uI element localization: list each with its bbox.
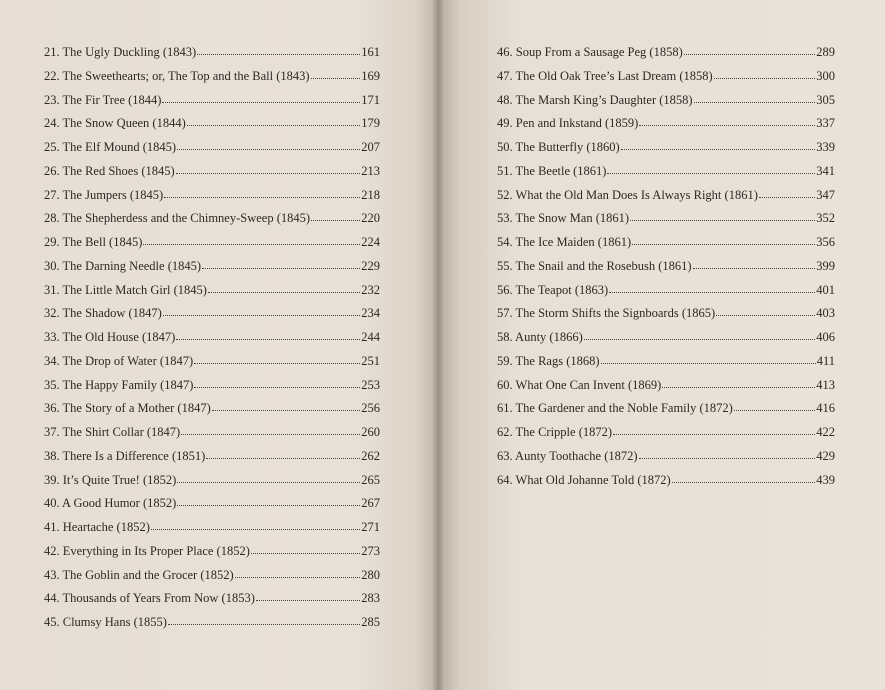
toc-entry-title: 63. Aunty Toothache (1872) [497, 448, 638, 463]
toc-entry-page-number: 285 [361, 615, 380, 629]
toc-entry-title: 31. The Little Match Girl (1845) [44, 282, 207, 297]
dot-leader [311, 68, 361, 79]
dot-leader [311, 210, 360, 221]
toc-entry [44, 282, 380, 306]
toc-entry [497, 234, 835, 258]
toc-entry-title: 56. The Teapot (1863) [497, 282, 609, 297]
toc-entry-title: 61. The Gardener and the Noble Family (1872) [497, 401, 733, 416]
toc-entry-page-number: 280 [361, 567, 380, 582]
dot-leader [621, 139, 816, 150]
toc-entry-title: 60. What One Can Invent (1869) [497, 377, 662, 392]
dot-leader [176, 163, 361, 174]
toc-entry-page-number: 283 [361, 591, 380, 606]
toc-entry-title: 55. The Snail and the Rosebush (1861) [497, 258, 692, 273]
toc-entry-page-number: 305 [816, 92, 835, 107]
dot-leader [143, 234, 360, 245]
toc-entry [44, 115, 380, 139]
toc-entry [44, 448, 380, 472]
left-page [0, 0, 438, 690]
dot-leader [759, 187, 815, 198]
toc-entry-title: 24. The Snow Queen (1844) [44, 116, 186, 131]
toc-entry-page-number: 232 [361, 282, 380, 297]
toc-entry-page-number: 262 [361, 448, 380, 463]
toc-entry-title: 30. The Darning Needle (1845) [44, 258, 202, 273]
toc-entry-title: 50. The Butterfly (1860) [497, 140, 620, 154]
toc-list-right [497, 44, 835, 495]
toc-entry-page-number: 256 [361, 401, 380, 416]
toc-entry-page-number: 399 [816, 258, 835, 273]
toc-entry [44, 495, 380, 519]
toc-entry-title: 59. The Rags (1868) [497, 353, 600, 368]
toc-entry [44, 234, 380, 258]
dot-leader [734, 400, 815, 411]
dot-leader [609, 282, 815, 293]
toc-entry-page-number: 251 [361, 353, 380, 368]
toc-entry-page-number: 416 [816, 401, 835, 416]
toc-entry-title: 51. The Beetle (1861) [497, 163, 607, 178]
toc-entry-title: 47. The Old Oak Tree’s Last Dream (1858) [497, 68, 713, 83]
toc-entry [44, 329, 380, 353]
toc-entry-title: 45. Clumsy Hans (1855) [44, 615, 167, 629]
toc-entry [497, 377, 835, 401]
toc-entry-page-number: 429 [816, 448, 835, 463]
dot-leader [639, 115, 815, 126]
toc-entry [497, 68, 835, 92]
dot-leader [197, 44, 360, 55]
toc-entry [497, 92, 835, 116]
toc-entry [44, 187, 380, 211]
toc-entry-page-number: 244 [361, 330, 380, 344]
toc-entry-page-number: 220 [361, 211, 380, 226]
toc-entry-title: 53. The Snow Man (1861) [497, 211, 630, 226]
dot-leader [714, 68, 816, 79]
toc-entry-title: 33. The Old House (1847) [44, 330, 176, 344]
toc-entry-title: 43. The Goblin and the Grocer (1852) [44, 567, 234, 582]
toc-entry-page-number: 169 [361, 68, 380, 83]
toc-entry-page-number: 356 [816, 235, 835, 249]
toc-entry-title: 40. A Good Humor (1852) [44, 496, 177, 511]
toc-entry-title: 41. Heartache (1852) [44, 520, 150, 534]
dot-leader [162, 92, 360, 103]
toc-entry [44, 472, 380, 496]
dot-leader [163, 305, 360, 316]
toc-entry [497, 258, 835, 282]
toc-entry [44, 163, 380, 187]
toc-entry [497, 353, 835, 377]
toc-entry-title: 38. There Is a Difference (1851) [44, 448, 206, 463]
dot-leader [672, 472, 816, 483]
dot-leader [194, 353, 360, 364]
dot-leader [177, 472, 360, 483]
toc-entry-page-number: 403 [816, 306, 835, 321]
toc-entry [44, 44, 380, 68]
dot-leader [662, 377, 815, 388]
toc-entry [44, 258, 380, 282]
toc-entry-title: 39. It’s Quite True! (1852) [44, 472, 177, 487]
dot-leader [256, 590, 360, 601]
toc-entry-page-number: 347 [816, 187, 835, 202]
toc-entry-page-number: 289 [816, 45, 835, 59]
dot-leader [181, 424, 360, 435]
dot-leader [235, 567, 361, 578]
toc-entry [44, 139, 380, 163]
dot-leader [177, 139, 360, 150]
toc-entry-title: 26. The Red Shoes (1845) [44, 163, 175, 178]
toc-entry [44, 353, 380, 377]
toc-entry [44, 614, 380, 638]
toc-entry-page-number: 260 [361, 425, 380, 439]
dot-leader [632, 234, 815, 245]
dot-leader [639, 448, 816, 459]
toc-entry-title: 21. The Ugly Duckling (1843) [44, 45, 197, 59]
toc-list-left [44, 44, 380, 638]
toc-entry [497, 305, 835, 329]
toc-entry-page-number: 265 [361, 472, 380, 487]
toc-entry [497, 115, 835, 139]
toc-entry [44, 305, 380, 329]
dot-leader [208, 282, 360, 293]
dot-leader [607, 163, 815, 174]
dot-leader [194, 377, 360, 388]
toc-entry-page-number: 229 [361, 258, 380, 273]
toc-entry-title: 25. The Elf Mound (1845) [44, 140, 177, 154]
dot-leader [694, 92, 816, 103]
toc-entry-page-number: 401 [816, 282, 835, 297]
toc-entry [44, 400, 380, 424]
toc-entry [44, 424, 380, 448]
toc-entry-title: 29. The Bell (1845) [44, 235, 143, 249]
toc-entry-title: 23. The Fir Tree (1844) [44, 92, 162, 107]
toc-entry [44, 68, 380, 92]
toc-entry-title: 36. The Story of a Mother (1847) [44, 401, 211, 416]
toc-entry-title: 32. The Shadow (1847) [44, 306, 162, 321]
toc-entry [497, 210, 835, 234]
toc-entry-page-number: 406 [816, 330, 835, 344]
dot-leader [630, 210, 815, 221]
toc-entry [497, 282, 835, 306]
toc-entry-page-number: 341 [816, 163, 835, 178]
dot-leader [584, 329, 815, 340]
toc-entry-page-number: 271 [361, 520, 380, 534]
dot-leader [206, 448, 360, 459]
toc-entry-page-number: 234 [361, 306, 380, 321]
toc-entry-page-number: 352 [816, 211, 835, 226]
dot-leader [168, 614, 360, 625]
dot-leader [613, 424, 815, 435]
right-page [438, 0, 885, 690]
toc-entry [44, 590, 380, 614]
toc-entry-title: 54. The Ice Maiden (1861) [497, 235, 632, 249]
toc-entry-title: 28. The Shepherdess and the Chimney-Sweep (1845) [44, 211, 311, 226]
toc-entry [497, 424, 835, 448]
toc-entry-title: 62. The Cripple (1872) [497, 425, 613, 439]
toc-entry [497, 163, 835, 187]
toc-entry-page-number: 337 [816, 116, 835, 131]
toc-entry-page-number: 339 [816, 140, 835, 154]
toc-entry-page-number: 218 [361, 187, 380, 202]
toc-entry-page-number: 300 [816, 68, 835, 83]
toc-entry [44, 543, 380, 567]
toc-entry-title: 37. The Shirt Collar (1847) [44, 425, 181, 439]
dot-leader [202, 258, 360, 269]
dot-leader [684, 44, 816, 55]
dot-leader [251, 543, 360, 554]
toc-entry-page-number: 439 [816, 472, 835, 487]
toc-entry-page-number: 224 [361, 235, 380, 249]
toc-entry-title: 64. What Old Johanne Told (1872) [497, 472, 671, 487]
toc-entry [44, 377, 380, 401]
dot-leader [716, 305, 815, 316]
toc-entry-page-number: 207 [361, 140, 380, 154]
toc-entry-page-number: 171 [361, 92, 380, 107]
toc-entry-title: 27. The Jumpers (1845) [44, 187, 164, 202]
toc-entry-page-number: 161 [361, 45, 380, 59]
toc-entry-title: 57. The Storm Shifts the Signboards (1865) [497, 306, 716, 321]
toc-entry-title: 42. Everything in Its Proper Place (1852) [44, 543, 250, 558]
toc-entry-title: 35. The Happy Family (1847) [44, 377, 194, 392]
toc-entry [497, 329, 835, 353]
toc-entry-page-number: 253 [361, 377, 380, 392]
toc-entry-title: 46. Soup From a Sausage Peg (1858) [497, 45, 683, 59]
toc-entry [497, 187, 835, 211]
toc-entry [44, 567, 380, 591]
toc-entry [497, 400, 835, 424]
toc-entry [497, 44, 835, 68]
dot-leader [187, 115, 360, 126]
dot-leader [177, 495, 360, 506]
toc-entry-title: 44. Thousands of Years From Now (1853) [44, 591, 255, 606]
dot-leader [601, 353, 816, 364]
toc-entry-page-number: 267 [361, 496, 380, 511]
toc-entry-page-number: 213 [361, 163, 380, 178]
toc-entry-page-number: 411 [816, 353, 835, 368]
dot-leader [176, 329, 360, 340]
dot-leader [164, 187, 360, 198]
toc-entry [44, 92, 380, 116]
toc-entry-page-number: 179 [361, 116, 380, 131]
toc-entry-title: 48. The Marsh King’s Daughter (1858) [497, 92, 693, 107]
toc-entry-page-number: 422 [816, 425, 835, 439]
toc-entry-page-number: 273 [361, 543, 380, 558]
toc-entry [44, 210, 380, 234]
toc-entry [497, 448, 835, 472]
dot-leader [212, 400, 360, 411]
toc-entry [497, 139, 835, 163]
dot-leader [693, 258, 816, 269]
toc-entry-title: 22. The Sweethearts; or, The Top and the Ball (1843) [44, 68, 310, 83]
toc-entry [44, 519, 380, 543]
toc-entry-title: 52. What the Old Man Does Is Always Right (1861) [497, 187, 758, 202]
toc-entry-page-number: 413 [816, 377, 835, 392]
dot-leader [151, 519, 360, 530]
toc-entry-title: 58. Aunty (1866) [497, 330, 583, 344]
toc-entry-title: 34. The Drop of Water (1847) [44, 353, 194, 368]
toc-entry [497, 472, 835, 496]
toc-entry-title: 49. Pen and Inkstand (1859) [497, 116, 639, 131]
